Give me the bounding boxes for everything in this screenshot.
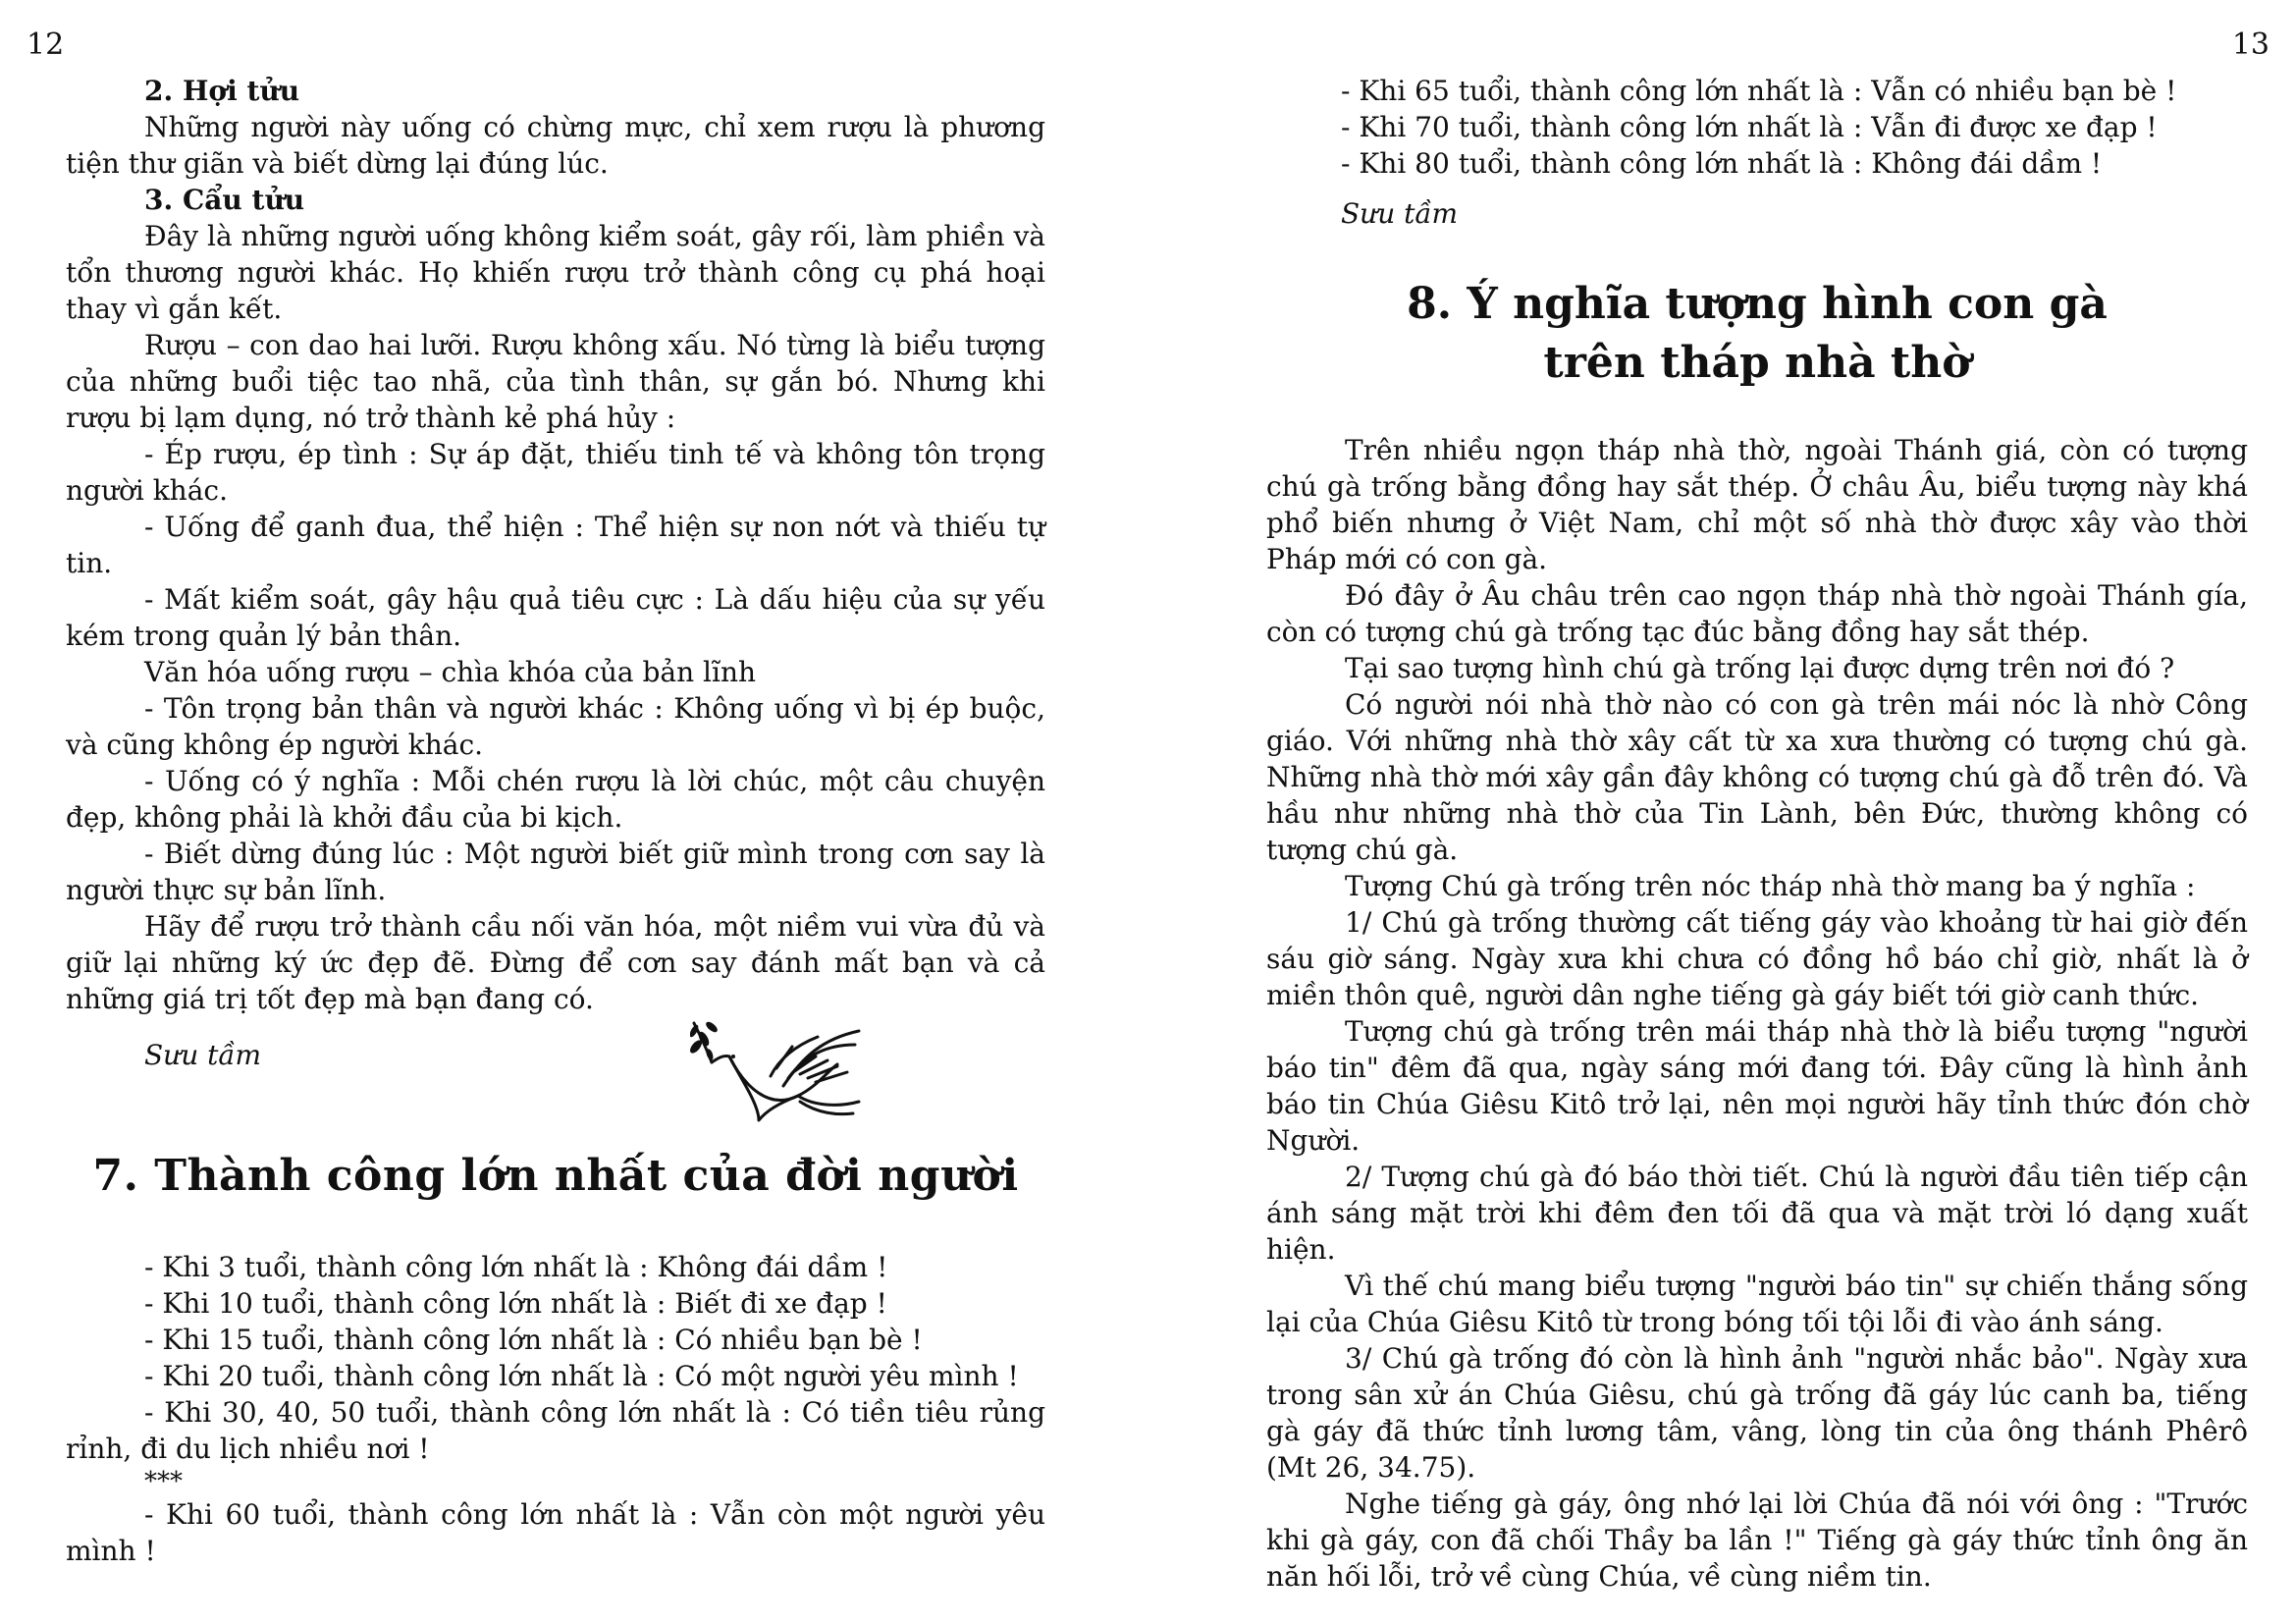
paragraph: Vì thế chú mang biểu tượng "người báo tin" sự chiến thắng sống lại của Chúa Giêsu Kitô từ trong bóng tối tội lỗi đi vào ánh sáng. <box>1266 1270 2248 1338</box>
paragraph: Tại sao tượng hình chú gà trống lại được dựng trên nơi đó ? <box>1345 652 2175 684</box>
section-title-8 <box>1266 275 2248 393</box>
subheading-cau-tuu: 3. Cẩu tửu <box>144 184 305 216</box>
paragraph: Những người này uống có chừng mực, chỉ xem rượu là phương tiện thư giãn và biết dừng lại đúng lúc. <box>66 111 1045 180</box>
list-item: - Khi 3 tuổi, thành công lớn nhất là : Không đái dầm ! <box>144 1251 888 1283</box>
paragraph: Hãy để rượu trở thành cầu nối văn hóa, một niềm vui vừa đủ và giữ lại những ký ức đẹp đẽ. Đừng để cơn say đánh mất bạn và cả những giá trị tốt đẹp mà bạn đang có. <box>66 910 1045 1015</box>
paragraph: Trên nhiều ngọn tháp nhà thờ, ngoài Thánh giá, còn có tượng chú gà trống bằng đồng hay sắt thép. Ở châu Âu, biểu tượng này khá phổ biến nhưng ở Việt Nam, chỉ một số nhà thờ được xây vào thời Pháp mới có con gà. <box>1266 434 2248 575</box>
list-item: - Uống có ý nghĩa : Mỗi chén rượu là lời chúc, một câu chuyện đẹp, không phải là khởi đầu của bi kịch. <box>66 765 1045 834</box>
list-item: - Khi 60 tuổi, thành công lớn nhất là : Vẫn còn một người yêu mình ! <box>66 1498 1045 1567</box>
list-item: - Khi 30, 40, 50 tuổi, thành công lớn nhất là : Có tiền tiêu rủng rỉnh, đi du lịch nhiều nơi ! <box>66 1396 1045 1465</box>
list-item: - Mất kiểm soát, gây hậu quả tiêu cực : Là dấu hiệu của sự yếu kém trong quản lý bản thân. <box>66 583 1045 652</box>
right-page-column <box>1266 73 2248 1595</box>
paragraph: Tượng Chú gà trống trên nóc tháp nhà thờ mang ba ý nghĩa : <box>1345 870 2196 902</box>
list-item: - Biết dừng đúng lúc : Một người biết giữ mình trong cơn say là người thực sự bản lĩnh. <box>66 838 1045 906</box>
paragraph: Rượu – con dao hai lưỡi. Rượu không xấu. Nó từng là biểu tượng của những buổi tiệc tao nhã, của tình thân, sự gắn bó. Nhưng khi rượu bị lạm dụng, nó trở thành kẻ phá hủy : <box>66 329 1045 434</box>
paragraph: 3/ Chú gà trống đó còn là hình ảnh "người nhắc bảo". Ngày xưa trong sân xử án Chúa Giêsu, chú gà trống đã gáy lúc canh ba, tiếng gà gáy đã thức tỉnh lương tâm, vâng, lòng tin của ông thánh Phêrô (Mt 26, 34.75). <box>1266 1342 2248 1484</box>
signature: Sưu tầm <box>1341 197 1459 230</box>
list-item: - Khi 70 tuổi, thành công lớn nhất là : Vẫn đi được xe đạp ! <box>1341 111 2158 143</box>
list-item: - Khi 80 tuổi, thành công lớn nhất là : Không đái dầm ! <box>1341 147 2103 180</box>
page-number-right: 13 <box>2231 27 2269 62</box>
paragraph: Nghe tiếng gà gáy, ông nhớ lại lời Chúa đã nói với ông : "Trước khi gà gáy, con đã chối Thầy ba lần !" Tiếng gà gáy thức tỉnh ông ăn năn hối lỗi, trở về cùng Chúa, về cùng niềm tin. <box>1266 1488 2248 1593</box>
list-item: - Khi 20 tuổi, thành công lớn nhất là : Có một người yêu mình ! <box>144 1360 1019 1392</box>
signature-row <box>66 1017 1045 1133</box>
list-item: - Khi 65 tuổi, thành công lớn nhất là : Vẫn có nhiều bạn bè ! <box>1341 75 2177 107</box>
section-title-7: 7. Thành công lớn nhất của đời người <box>92 1151 1019 1201</box>
list-item: - Khi 15 tuổi, thành công lớn nhất là : Có nhiều bạn bè ! <box>144 1324 923 1356</box>
left-page-column <box>66 73 1045 1569</box>
paragraph: Có người nói nhà thờ nào có con gà trên mái nóc là nhờ Công giáo. Với những nhà thờ xây cất từ xa xưa thường có tượng chú gà. Những nhà thờ mới xây gần đây không có tượng chú gà đỗ trên đó. Và hầu như những nhà thờ của Tin Lành, bên Đức, thường không có tượng chú gà. <box>1266 688 2248 866</box>
paragraph: 1/ Chú gà trống thường cất tiếng gáy vào khoảng từ hai giờ đến sáu giờ sáng. Ngày xưa khi chưa có đồng hồ báo chỉ giờ, nhất là ở miền thôn quê, người dân nghe tiếng gà gáy biết tới giờ canh thức. <box>1266 906 2248 1011</box>
list-item: - Uống để ganh đua, thể hiện : Thể hiện sự non nớt và thiếu tự tin. <box>66 511 1045 579</box>
subheading-hoi-tuu: 2. Hợi tửu <box>144 75 300 107</box>
paragraph: Đó đây ở Âu châu trên cao ngọn tháp nhà thờ ngoài Thánh gía, còn có tượng chú gà trống tạc đúc bằng đồng hay sắt thép. <box>1266 579 2248 648</box>
section-title-8-line-2: trên tháp nhà thờ <box>1543 338 1971 388</box>
list-item: - Ép rượu, ép tình : Sự áp đặt, thiếu tinh tế và không tôn trọng người khác. <box>66 438 1045 507</box>
list-item: - Khi 10 tuổi, thành công lớn nhất là : Biết đi xe đạp ! <box>144 1287 887 1320</box>
dove-with-olive-branch-icon <box>690 1017 867 1133</box>
paragraph: Tượng chú gà trống trên mái tháp nhà thờ là biểu tượng "người báo tin" đêm đã qua, ngày sáng mới đang tới. Đây cũng là hình ảnh báo tin Chúa Giêsu Kitô trở lại, nên mọi người hãy tỉnh thức đón chờ Người. <box>1266 1015 2248 1157</box>
section-title-8-line-1: 8. Ý nghĩa tượng hình con gà <box>1407 279 2108 329</box>
paragraph: 2/ Tượng chú gà đó báo thời tiết. Chú là người đầu tiên tiếp cận ánh sáng mặt trời khi đêm đen tối đã qua và mặt trời ló dạng xuất hiện. <box>1266 1161 2248 1266</box>
signature: Sưu tầm <box>144 1039 262 1071</box>
page-number-left: 12 <box>27 27 65 62</box>
list-item: - Tôn trọng bản thân và người khác : Không uống vì bị ép buộc, và cũng không ép người khác. <box>66 692 1045 761</box>
paragraph: Văn hóa uống rượu – chìa khóa của bản lĩnh <box>144 656 757 688</box>
paragraph: Đây là những người uống không kiểm soát, gây rối, làm phiền và tổn thương người khác. Họ khiến rượu trở thành công cụ phá hoại thay vì gắn kết. <box>66 220 1045 325</box>
separator-stars: *** <box>144 1467 183 1496</box>
